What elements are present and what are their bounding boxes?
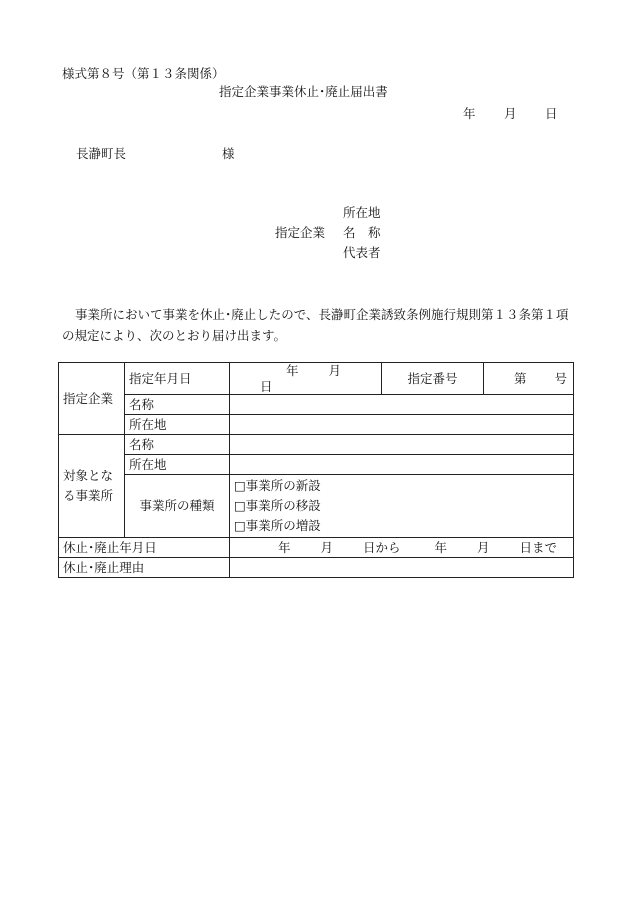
table-row [59, 455, 574, 475]
table-row [59, 395, 574, 415]
applicant-name-label: 名 称 [343, 225, 381, 240]
date-year-label: 年 [463, 106, 476, 121]
date-month-label: 月 [504, 106, 517, 121]
target-name-field[interactable] [230, 435, 574, 455]
option-relocation-checkbox[interactable]: □事業所の移設 [234, 498, 321, 514]
suspension-period-label: 休止･廃止年月日 [59, 538, 230, 558]
form-id: 様式第８号（第１３条関係） [62, 66, 225, 81]
facility-type-label: 事業所の種類 [125, 475, 230, 538]
designated-year-label: 年 [286, 363, 299, 378]
reason-label: 休止･廃止理由 [59, 558, 230, 578]
option-expansion-checkbox[interactable]: □事業所の増設 [234, 518, 321, 534]
addressee-name: 長瀞町長 [76, 146, 127, 161]
number-suffix: 号 [554, 370, 568, 386]
facility-type-options [230, 475, 574, 538]
company-location-field[interactable] [230, 415, 574, 435]
table-row [59, 415, 574, 435]
designated-date-label: 指定年月日 [125, 363, 230, 395]
applicant-representative-label: 代表者 [343, 245, 381, 260]
number-prefix: 第 [514, 370, 527, 386]
suspension-period-field[interactable] [230, 538, 574, 558]
designation-number-label: 指定番号 [382, 363, 484, 395]
period-from: 日から [363, 539, 401, 555]
table-row [59, 538, 574, 558]
target-group-label: 対象となる事業所 [59, 435, 125, 538]
table-row [59, 475, 574, 538]
table-row [59, 435, 574, 455]
designated-date-field[interactable] [230, 363, 382, 395]
table-row [59, 558, 574, 578]
reason-field[interactable] [230, 558, 574, 578]
target-name-label: 名称 [125, 435, 230, 455]
addressee-honorific: 様 [222, 146, 235, 161]
notification-form-table [58, 362, 574, 578]
period-to: 日まで [519, 539, 558, 555]
designation-number-field[interactable] [484, 363, 574, 395]
document-title: 指定企業事業休止･廃止届出書 [219, 84, 388, 99]
company-name-field[interactable] [230, 395, 574, 415]
period-month-1: 月 [320, 539, 334, 555]
applicant-address-label: 所在地 [343, 205, 381, 220]
company-group-label: 指定企業 [59, 363, 125, 435]
period-year-1: 年 [278, 539, 291, 555]
date-day-label: 日 [545, 106, 558, 121]
period-year-2: 年 [434, 539, 448, 555]
company-location-label: 所在地 [125, 415, 230, 435]
period-month-2: 月 [477, 539, 490, 555]
designated-day-label: 日 [260, 378, 273, 394]
table-row [59, 363, 574, 395]
designated-month-label: 月 [328, 363, 342, 378]
applicant-label: 指定企業 [275, 225, 326, 240]
company-name-label: 名称 [125, 395, 230, 415]
body-text: 事業所において事業を休止･廃止したので、長瀞町企業誘致条例施行規則第１３条第１項の規定により、次のとおり届け出ます。 [62, 307, 569, 343]
target-location-label: 所在地 [125, 455, 230, 475]
target-location-field[interactable] [230, 455, 574, 475]
option-new-checkbox[interactable]: □事業所の新設 [234, 478, 321, 494]
